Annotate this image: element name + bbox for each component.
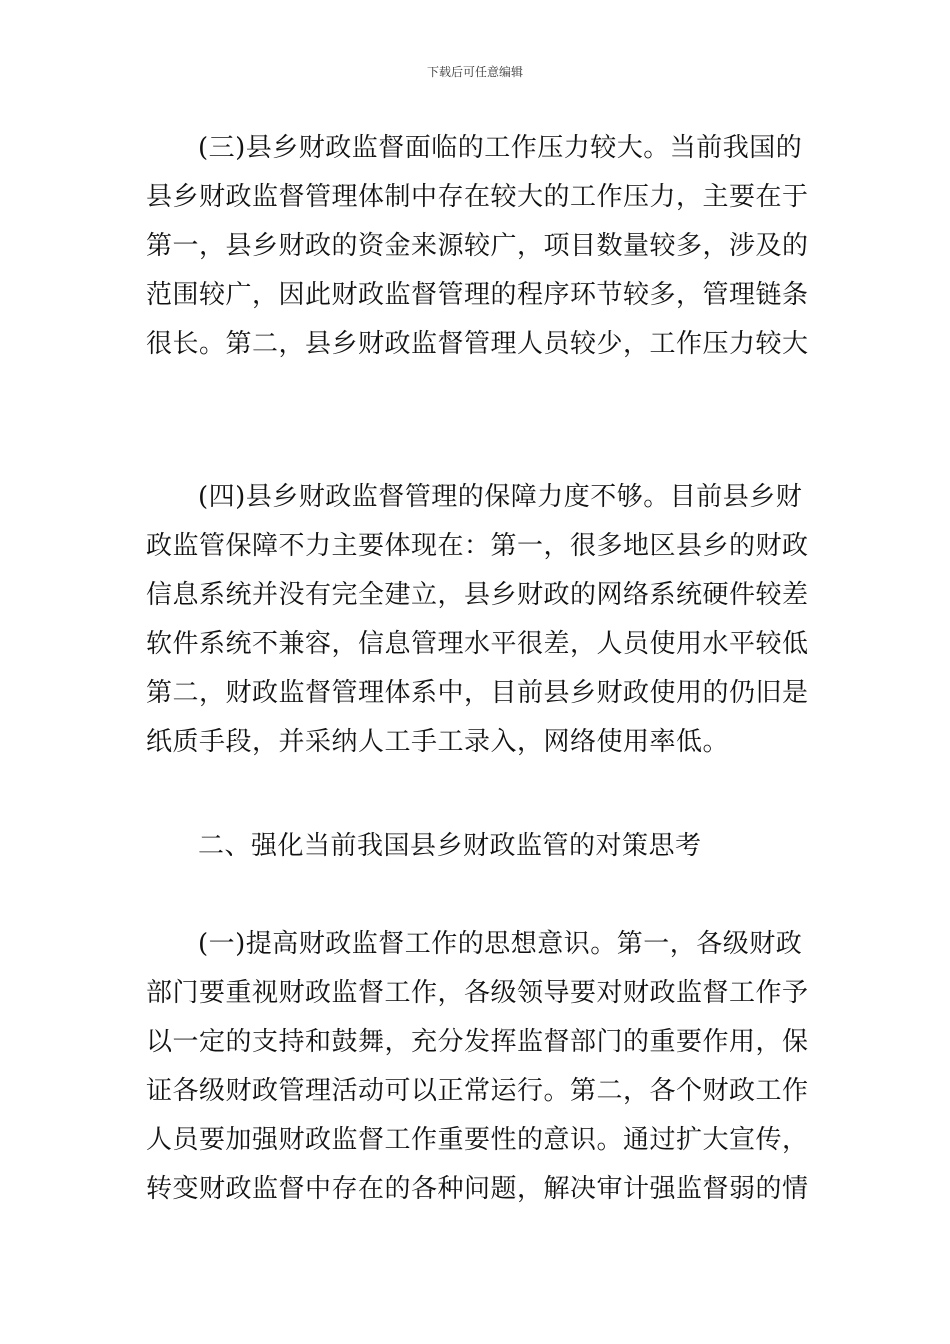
- text-line: (三)县乡财政监督面临的工作压力较大。当前我国的: [198, 133, 803, 163]
- text-line: 第一，县乡财政的资金来源较广，项目数量较多，涉及的: [146, 231, 809, 261]
- section-heading: [146, 822, 810, 871]
- text-line: 政监管保障不力主要体现在：第一，很多地区县乡的财政: [146, 531, 809, 561]
- text-line: 范围较广，因此财政监督管理的程序环节较多，管理链条: [146, 280, 809, 310]
- text-line: 部门要重视财政监督工作，各级领导要对财政监督工作予: [146, 978, 809, 1008]
- text-line: 第二，财政监督管理体系中，目前县乡财政使用的仍旧是: [146, 678, 809, 708]
- text-line: 人员要加强财政监督工作重要性的意识。通过扩大宣传，: [146, 1125, 809, 1155]
- text-line: 软件系统不兼容，信息管理水平很差，人员使用水平较低: [146, 629, 809, 659]
- text-line: (四)县乡财政监督管理的保障力度不够。目前县乡财: [198, 482, 803, 512]
- paragraph-subsection-1: [146, 920, 810, 1214]
- text-line: 纸质手段，并采纳人工手工录入，网络使用率低。: [146, 727, 730, 757]
- text-line: 证各级财政管理活动可以正常运行。第二，各个财政工作: [146, 1076, 809, 1106]
- page-header-note: 下载后可任意编辑: [426, 65, 523, 79]
- text-line: 县乡财政监督管理体制中存在较大的工作压力，主要在于: [146, 182, 809, 212]
- text-line: 信息系统并没有完全建立，县乡财政的网络系统硬件较差: [146, 580, 809, 610]
- heading-text: 二、强化当前我国县乡财政监管的对策思考: [198, 831, 702, 861]
- text-line: 转变财政监督中存在的各种问题，解决审计强监督弱的情: [146, 1174, 809, 1204]
- text-line: (一)提高财政监督工作的思想意识。第一，各级财政: [198, 929, 803, 959]
- text-line: 以一定的支持和鼓舞，充分发挥监督部门的重要作用，保: [146, 1027, 809, 1057]
- text-line: 很长。第二，县乡财政监督管理人员较少，工作压力较大: [146, 329, 809, 359]
- paragraph-section-3: [146, 124, 810, 369]
- paragraph-section-4: [146, 473, 810, 767]
